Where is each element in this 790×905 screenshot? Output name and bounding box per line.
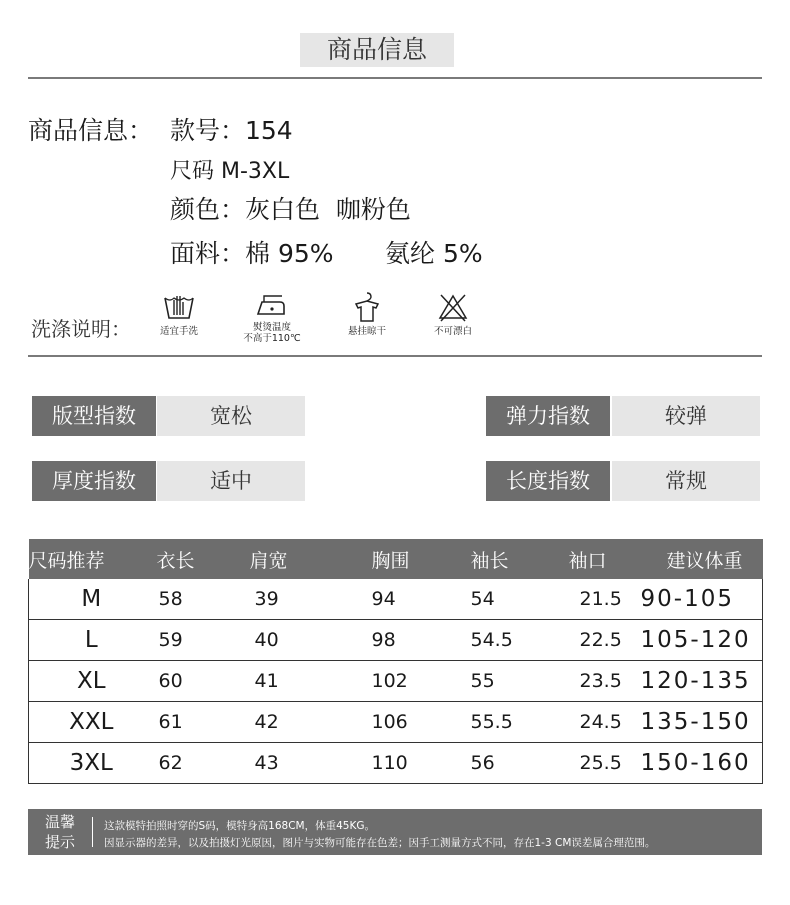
care-item-hand-wash — [139, 290, 219, 337]
cell-sleeve: 56 — [455, 743, 553, 784]
care-label: 洗涤说明： — [31, 317, 131, 341]
cell-chest: 102 — [352, 661, 455, 702]
cell-chest: 110 — [352, 743, 455, 784]
header-chest: 胸围 — [352, 539, 455, 579]
cell-sleeve: 54 — [455, 579, 553, 620]
header-sleeve: 袖长 — [455, 539, 553, 579]
cell-shoulder: 39 — [250, 579, 352, 620]
cell-weight: 120-135 — [633, 661, 763, 702]
header-cuff: 袖口 — [553, 539, 633, 579]
care-item-no-bleach — [413, 290, 493, 337]
cell-cuff: 24.5 — [553, 702, 633, 743]
cell-weight: 135-150 — [633, 702, 763, 743]
fit-index-label: 版型指数 — [32, 396, 156, 436]
table-row — [29, 579, 763, 620]
tip-title: 温馨 提示 — [44, 813, 75, 851]
size-range: 尺码 M-3XL — [170, 159, 290, 184]
cell-length: 60 — [154, 661, 250, 702]
size-table-header — [29, 539, 763, 579]
cell-sleeve: 55.5 — [455, 702, 553, 743]
thickness-index-value: 适中 — [157, 461, 305, 501]
section-title: 商品信息 — [300, 33, 454, 67]
table-row — [29, 661, 763, 702]
cell-size: M — [29, 579, 154, 620]
table-row — [29, 702, 763, 743]
cell-length: 58 — [154, 579, 250, 620]
table-row — [29, 620, 763, 661]
hand-wash-icon — [162, 290, 196, 324]
care-caption: 不可漂白 — [433, 326, 472, 337]
cell-chest: 106 — [352, 702, 455, 743]
care-item-iron — [232, 290, 312, 344]
length-index-label: 长度指数 — [486, 461, 610, 501]
fabric-cotton: 面料：棉 95% — [170, 239, 334, 268]
cell-length: 59 — [154, 620, 250, 661]
tip-bar — [28, 809, 762, 855]
tip-line: 这款模特拍照时穿的S码，模特身高168CM，体重45KG。 — [104, 820, 375, 832]
cell-shoulder: 41 — [250, 661, 352, 702]
thickness-index-label: 厚度指数 — [32, 461, 156, 501]
fabric-spandex: 氨纶 5% — [385, 239, 483, 268]
color-options: 颜色：灰白色 咖粉色 — [170, 195, 411, 224]
cell-size: XXL — [29, 702, 154, 743]
length-index-value: 常规 — [612, 461, 760, 501]
header-weight: 建议体重 — [633, 539, 763, 579]
care-caption: 适宜手洗 — [159, 326, 198, 337]
hang-dry-icon — [350, 290, 384, 324]
care-caption: 熨烫温度 不高于110℃ — [243, 322, 301, 344]
stretch-index-value: 较弹 — [612, 396, 760, 436]
cell-length: 62 — [154, 743, 250, 784]
cell-cuff: 22.5 — [553, 620, 633, 661]
cell-shoulder: 43 — [250, 743, 352, 784]
cell-shoulder: 42 — [250, 702, 352, 743]
divider-top — [28, 77, 762, 79]
cell-size: 3XL — [29, 743, 154, 784]
no-bleach-icon — [436, 290, 470, 324]
table-row — [29, 743, 763, 784]
cell-cuff: 23.5 — [553, 661, 633, 702]
stretch-index-label: 弹力指数 — [486, 396, 610, 436]
cell-size: L — [29, 620, 154, 661]
cell-cuff: 21.5 — [553, 579, 633, 620]
divider-middle — [28, 355, 762, 357]
info-label: 商品信息： — [28, 116, 154, 145]
cell-sleeve: 54.5 — [455, 620, 553, 661]
header-size: 尺码推荐 — [29, 539, 154, 579]
cell-length: 61 — [154, 702, 250, 743]
header-shoulder: 肩宽 — [250, 539, 352, 579]
cell-chest: 98 — [352, 620, 455, 661]
care-caption: 悬挂晾干 — [347, 326, 386, 337]
cell-weight: 150-160 — [633, 743, 763, 784]
cell-shoulder: 40 — [250, 620, 352, 661]
size-table — [28, 539, 763, 784]
fit-index-value: 宽松 — [157, 396, 305, 436]
iron-icon — [254, 290, 290, 320]
cell-weight: 105-120 — [633, 620, 763, 661]
cell-cuff: 25.5 — [553, 743, 633, 784]
tip-separator — [92, 817, 93, 847]
style-number: 款号：154 — [170, 116, 293, 145]
care-item-hang-dry — [327, 290, 407, 337]
header-length: 衣长 — [154, 539, 250, 579]
cell-chest: 94 — [352, 579, 455, 620]
cell-sleeve: 55 — [455, 661, 553, 702]
tip-line: 因显示器的差异，以及拍摄灯光原因，图片与实物可能存在色差；因手工测量方式不同，存在1-3 CM误差属合理范围。 — [104, 837, 656, 849]
cell-weight: 90-105 — [633, 579, 763, 620]
cell-size: XL — [29, 661, 154, 702]
